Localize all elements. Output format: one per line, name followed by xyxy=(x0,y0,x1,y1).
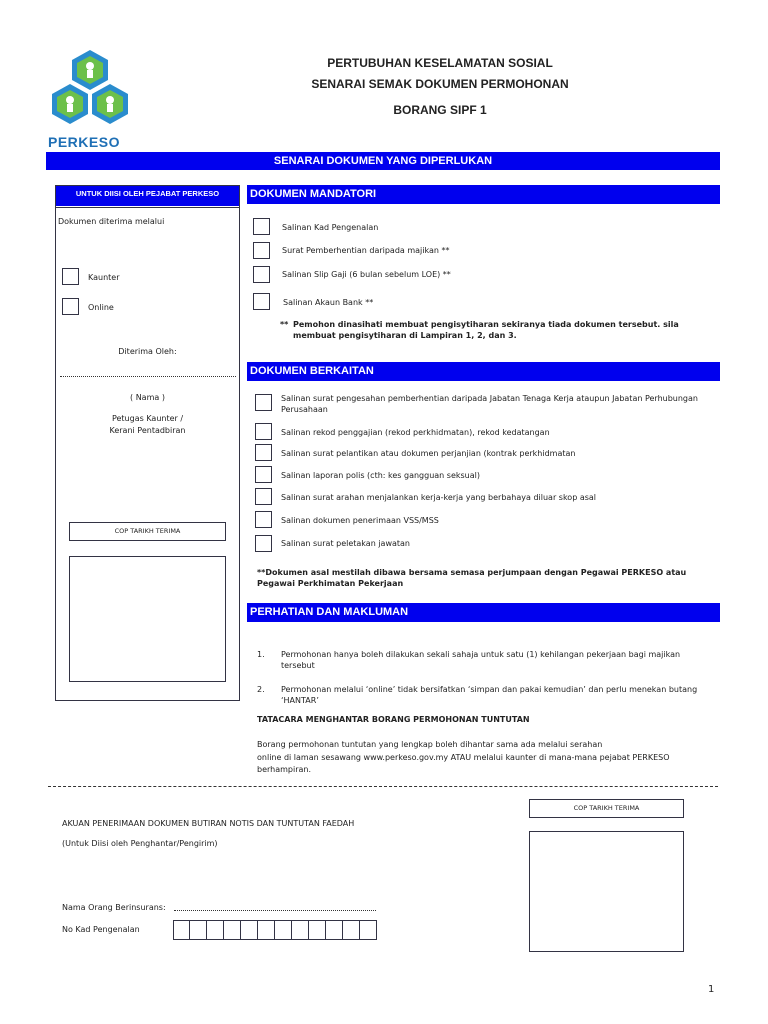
role-label-1: Petugas Kaunter / xyxy=(111,414,184,423)
procedure-title: TATACARA MENGHANTAR BORANG PERMOHONAN TUNTUTAN xyxy=(257,715,530,724)
mandatory-note: Pemohon dinasihati membuat pengisytiharan sekiranya tiada dokumen tersebut. sila membuat pengisytiharan di Lampiran 1, 2, dan 3. xyxy=(293,320,679,340)
notice-num-2: 2. xyxy=(257,685,265,694)
related-checkbox-7[interactable] xyxy=(255,535,272,552)
name-label: ( Nama ) xyxy=(130,393,165,402)
mandatory-checkbox-1[interactable] xyxy=(253,218,270,235)
received-by-label: Diterima Oleh: xyxy=(118,347,177,356)
receipt-title: AKUAN PENERIMAAN DOKUMEN BUTIRAN NOTIS DAN TUNTUTAN FAEDAH xyxy=(62,819,355,828)
notice-num-1: 1. xyxy=(257,650,265,659)
related-item-3: Salinan surat pelantikan atau dokumen perjanjian (kontrak perkhidmatan xyxy=(281,449,576,458)
mandatory-section-bar: DOKUMEN MANDATORI xyxy=(247,185,720,204)
cut-line xyxy=(48,786,718,787)
ic-number-field[interactable] xyxy=(173,920,377,942)
related-checkbox-6[interactable] xyxy=(255,511,272,528)
form-code: BORANG SIPF 1 xyxy=(393,103,487,117)
related-item-2: Salinan rekod penggajian (rekod perkhidmatan), rekod kedatangan xyxy=(281,428,550,437)
ic-number-label: No Kad Pengenalan xyxy=(62,925,140,934)
office-panel-title: UNTUK DIISI OLEH PEJABAT PERKESO xyxy=(56,186,239,206)
form-subtitle: SENARAI SEMAK DOKUMEN PERMOHONAN xyxy=(311,77,569,91)
counter-checkbox[interactable] xyxy=(62,268,79,285)
notice-item-1: Permohonan hanya boleh dilakukan sekali sahaja untuk satu (1) kehilangan pekerjaan bagi majikan tersebut xyxy=(281,650,681,670)
related-item-4: Salinan laporan polis (cth: kes gangguan seksual) xyxy=(281,471,480,480)
notice-section-bar: PERHATIAN DAN MAKLUMAN xyxy=(247,603,720,622)
logo-emblem-icon xyxy=(48,48,132,128)
notice-item-2: Permohonan melalui ‘online’ tidak bersifatkan ‘simpan dan pakai kemudian’ dan perlu menekan butang ‘HANTAR’ xyxy=(281,685,698,705)
insured-name-label: Nama Orang Berinsurans: xyxy=(62,903,166,912)
related-item-1: Salinan surat pengesahan pemberhentian daripada Jabatan Tenaga Kerja ataupun Jabatan Perhubungan Perusahaan xyxy=(281,394,698,414)
related-checkbox-5[interactable] xyxy=(255,488,272,505)
page-number: 1 xyxy=(708,984,715,995)
mandatory-note-star: ** xyxy=(280,320,289,329)
related-item-6: Salinan dokumen penerimaan VSS/MSS xyxy=(281,516,439,525)
receipt-stamp-label: COP TARIKH TERIMA xyxy=(529,799,684,818)
related-checkbox-4[interactable] xyxy=(255,466,272,483)
mandatory-checkbox-2[interactable] xyxy=(253,242,270,259)
procedure-line-2: online di laman sesawang www.perkeso.gov.my ATAU melalui kaunter di mana-mana pejabat PERKESO xyxy=(257,753,670,762)
receipt-subtitle: (Untuk Diisi oleh Penghantar/Pengirim) xyxy=(62,839,218,848)
logo-text: PERKESO xyxy=(48,134,120,150)
procedure-line-1: Borang permohonan tuntutan yang lengkap boleh dihantar sama ada melalui serahan xyxy=(257,740,603,749)
related-checkbox-1[interactable] xyxy=(255,394,272,411)
related-checkbox-2[interactable] xyxy=(255,423,272,440)
online-checkbox[interactable] xyxy=(62,298,79,315)
mandatory-item-4: Salinan Akaun Bank ** xyxy=(283,298,374,307)
office-stamp-box xyxy=(69,556,226,682)
insured-name-field[interactable] xyxy=(174,910,376,911)
related-item-5: Salinan surat arahan menjalankan kerja-kerja yang berbahaya diluar skop asal xyxy=(281,493,597,502)
mandatory-item-3: Salinan Slip Gaji (6 bulan sebelum LOE) ** xyxy=(282,270,451,279)
perkeso-logo xyxy=(48,48,132,148)
main-section-bar: SENARAI DOKUMEN YANG DIPERLUKAN xyxy=(46,152,720,170)
related-note: **Dokumen asal mestilah dibawa bersama semasa perjumpaan dengan Pegawai PERKESO atau Pegawai Perkhimatan Pekerjaan xyxy=(257,568,687,588)
related-section-bar: DOKUMEN BERKAITAN xyxy=(247,362,720,381)
signature-line xyxy=(60,376,236,377)
related-checkbox-3[interactable] xyxy=(255,444,272,461)
online-label: Online xyxy=(88,303,114,312)
mandatory-item-1: Salinan Kad Pengenalan xyxy=(282,223,379,232)
org-name: PERTUBUHAN KESELAMATAN SOSIAL xyxy=(327,56,553,70)
role-label-2: Kerani Pentadbiran xyxy=(109,426,186,435)
counter-label: Kaunter xyxy=(88,273,120,282)
office-stamp-label: COP TARIKH TERIMA xyxy=(69,522,226,541)
mandatory-item-2: Surat Pemberhentian daripada majikan ** xyxy=(282,246,450,255)
procedure-line-3: berhampiran. xyxy=(257,765,312,774)
mandatory-checkbox-3[interactable] xyxy=(253,266,270,283)
related-item-7: Salinan surat peletakan jawatan xyxy=(281,539,410,548)
receipt-stamp-box xyxy=(529,831,684,952)
mandatory-checkbox-4[interactable] xyxy=(253,293,270,310)
received-via-label: Dokumen diterima melalui xyxy=(58,217,165,226)
